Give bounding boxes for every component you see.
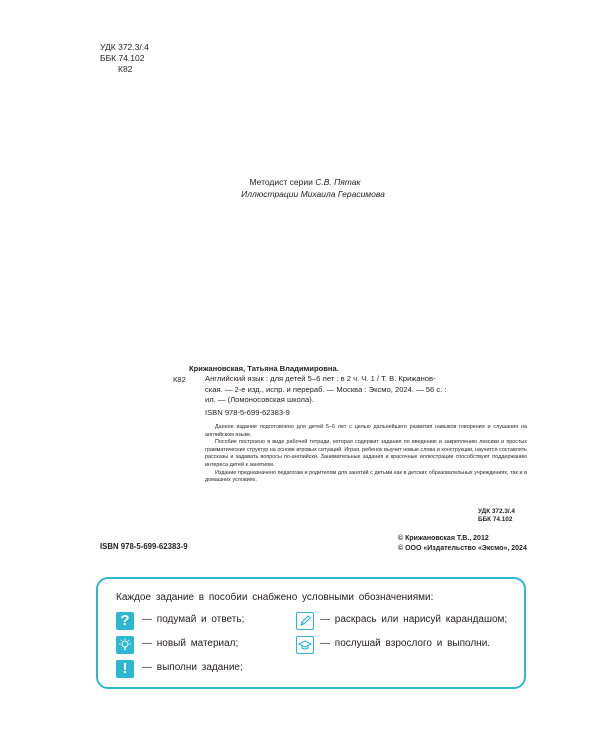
exclamation-symbol: !: [122, 660, 128, 677]
top-classification: [100, 42, 149, 75]
bbk-code: ББК 74.102: [100, 53, 145, 63]
udk-code: УДК 372.3/.4: [478, 508, 515, 515]
annotation-paragraph: Данное издание подготовлено для детей 5–6 лет с целью дальнейшего развития навыков говорения и слушания на английском языке.: [205, 424, 527, 438]
legend-item-do-task: — выполни задание;: [142, 662, 243, 673]
isbn: ISBN 978-5-699-62383-9: [100, 542, 188, 551]
biblio-line-3: ил. — (Ломоносовская школа).: [205, 395, 314, 405]
annotation: [205, 424, 527, 485]
pencil-glyph: [298, 614, 312, 628]
annotation-paragraph: Издание предназначено педагогам и родителям для занятий с детьми как в детских образовательных учреждениях, так и в домашних условиях.: [205, 469, 527, 484]
illustrations-line: [0, 188, 600, 200]
legend-item-new-material: — новый материал;: [142, 638, 239, 649]
illustrations-label: Иллюстрации: [241, 189, 301, 199]
biblio-line-2: ская. — 2-е изд., испр. и перераб. — Москва : Эксмо, 2024. — 56 с. :: [205, 384, 447, 394]
author-name: Крижановская, Татьяна Владимировна.: [189, 364, 339, 373]
lightbulb-icon: [116, 636, 134, 654]
methodist-name: С.В. Пятак: [315, 177, 361, 187]
legend-item-think: — подумай и ответь;: [142, 614, 245, 625]
exclamation-icon: [116, 660, 134, 678]
graduation-cap-icon: [296, 636, 314, 654]
question-symbol: ?: [120, 612, 130, 629]
biblio-line-1: Английский язык : для детей 5–6 лет : в 2 ч. Ч. 1 / Т. В. Крижанов-: [205, 374, 436, 384]
cap-glyph: [298, 638, 312, 652]
bbk-code: ББК 74.102: [478, 516, 513, 524]
copyright-author: © Крижановская Т.В., 2012: [398, 535, 489, 542]
bibliographic-record: [189, 364, 527, 418]
credits: [0, 176, 600, 200]
methodist-line: [0, 176, 600, 188]
legend-title: Каждое задание в пособии снабжено условными обозначениями:: [116, 592, 434, 603]
right-classification: [478, 508, 515, 525]
question-mark-icon: [116, 612, 134, 630]
copyright-publisher: © ООО «Издательство «Эксмо», 2024: [398, 545, 527, 552]
udk-code: УДК 372.3/.4: [100, 42, 149, 52]
legend-item-color-draw: — раскрась или нарисуй карандашом;: [320, 614, 508, 625]
annotation-paragraph: Пособие построено в виде рабочей тетради, которая содержит задания по введению и закреплению лексики и простых грамматических структур на основе игровых ситуаций. Играя, ребенок выучит новые слова и конструкции, научится составлять рассказы и задавать вопросы по-английски. Занимательные задания и красочные иллюстрации способствуют поддержанию интереса детей к занятиям.: [205, 439, 527, 468]
methodist-label: Методист серии: [249, 177, 316, 187]
legend-item-listen: — послушай взрослого и выполни.: [320, 638, 491, 649]
biblio-index: К82: [173, 375, 186, 384]
biblio-isbn: ISBN 978-5-699-62383-9: [205, 407, 290, 417]
copyright: [398, 534, 527, 554]
pencil-icon: [296, 612, 314, 630]
author-sign: К82: [118, 64, 133, 74]
illustrations-name: Михаила Герасимова: [300, 189, 385, 199]
lightbulb-glyph: [118, 638, 132, 652]
